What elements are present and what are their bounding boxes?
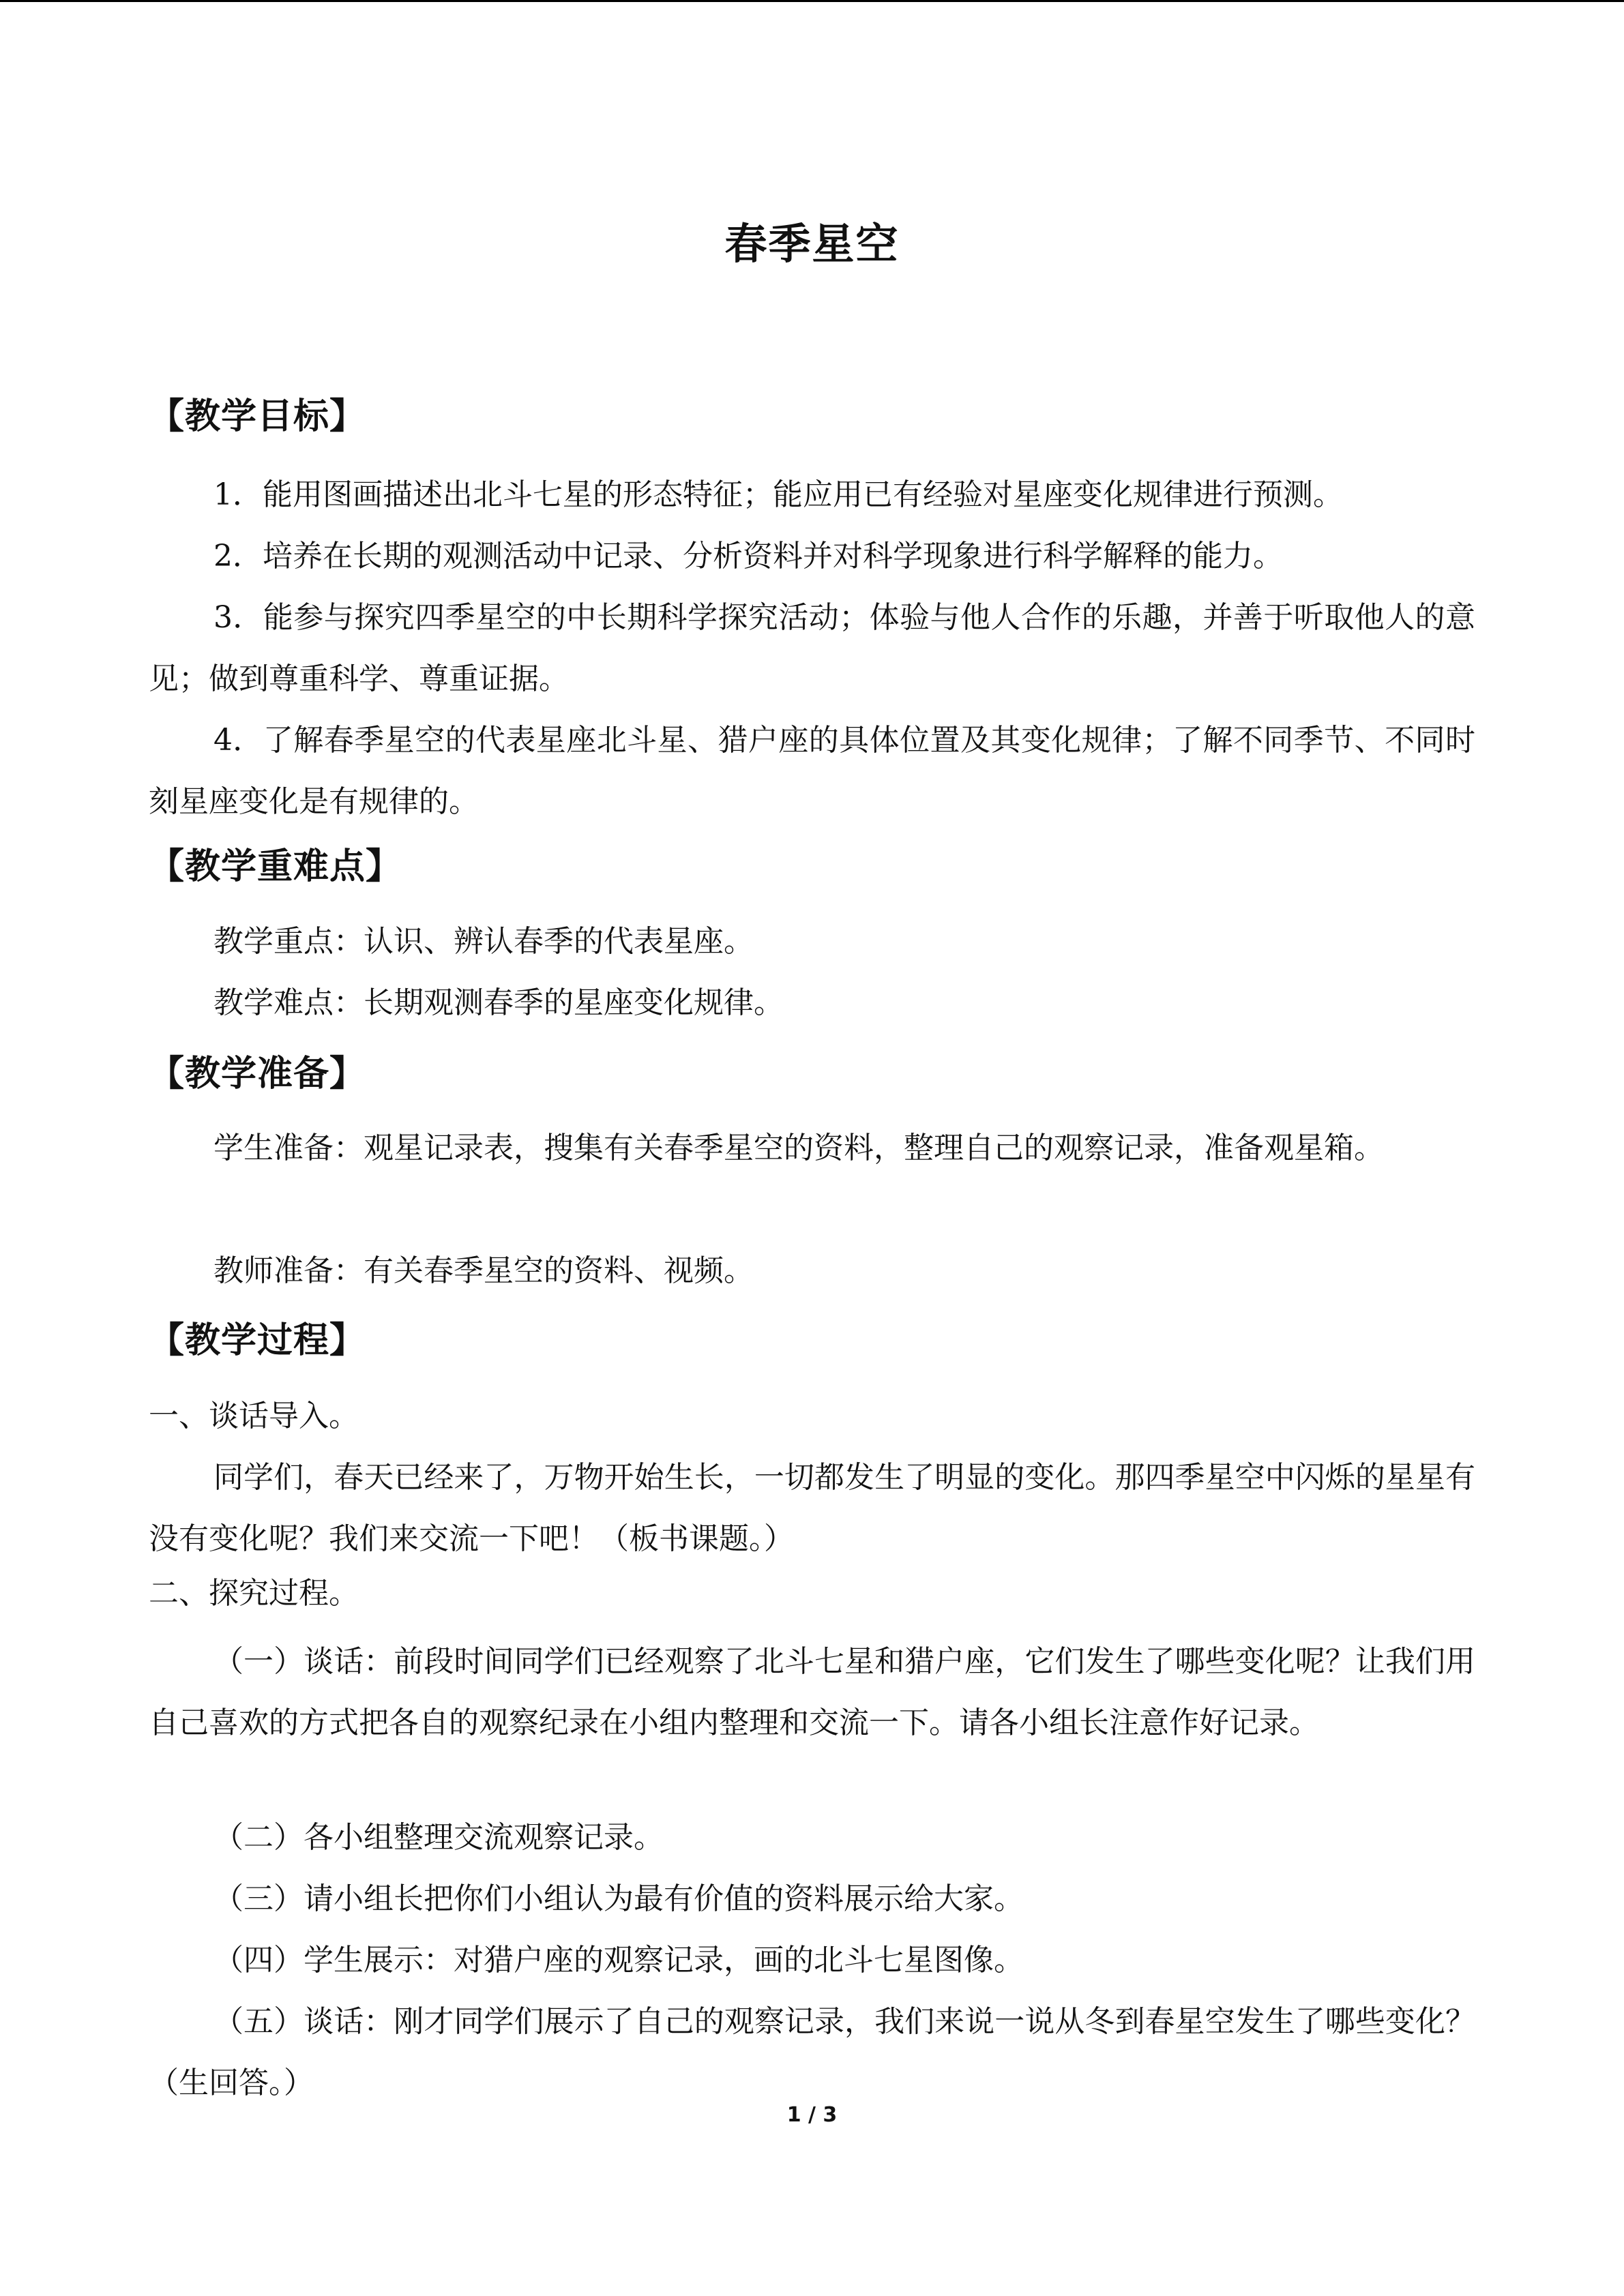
process-part1-text: 同学们，春天已经来了，万物开始生长，一切都发生了明显的变化。那四季星空中闪烁的星星有没有变化呢？我们来交流一下吧！（板书课题。）	[149, 1460, 1475, 1556]
objective-item-2: 2．培养在长期的观测活动中记录、分析资料并对科学现象进行科学解释的能力。	[213, 539, 1283, 573]
process-step-4: （四）学生展示：对猎户座的观察记录，画的北斗七星图像。	[213, 1943, 1024, 1978]
objective-item-1: 1．能用图画描述出北斗七星的形态特征；能应用已有经验对星座变化规律进行预测。	[213, 477, 1343, 512]
process-step-3: （三）请小组长把你们小组认为最有价值的资料展示给大家。	[213, 1881, 1024, 1916]
page-number: 1 / 3	[786, 2103, 838, 2127]
key-points-heading: 【教学重难点】	[149, 846, 402, 887]
key-point-focus: 教学重点：认识、辨认春季的代表星座。	[213, 924, 754, 959]
objective-item-3: 3．能参与探究四季星空的中长期科学探究活动；体验与他人合作的乐趣，并善于听取他人的意见；做到尊重科学、尊重证据。	[149, 600, 1475, 696]
objectives-heading: 【教学目标】	[149, 396, 366, 437]
preparation-teacher: 教师准备：有关春季星空的资料、视频。	[213, 1253, 754, 1288]
process-heading: 【教学过程】	[149, 1320, 366, 1361]
process-part1-title: 一、谈话导入。	[149, 1399, 359, 1433]
process-part2-title: 二、探究过程。	[149, 1576, 359, 1611]
process-step-5: （五）谈话：刚才同学们展示了自己的观察记录，我们来说一说从冬到春星空发生了哪些变化？（生回答。）	[149, 2004, 1475, 2100]
preparation-student: 学生准备：观星记录表，搜集有关春季星空的资料，整理自己的观察记录，准备观星箱。	[213, 1131, 1384, 1165]
process-step-1: （一）谈话：前段时间同学们已经观察了北斗七星和猎户座，它们发生了哪些变化呢？让我们用自己喜欢的方式把各自的观察纪录在小组内整理和交流一下。请各小组长注意作好记录。	[149, 1644, 1475, 1740]
top-border-line	[0, 0, 1624, 2]
preparation-heading: 【教学准备】	[149, 1053, 366, 1094]
key-point-difficulty: 教学难点：长期观测春季的星座变化规律。	[213, 985, 784, 1020]
process-step-2: （二）各小组整理交流观察记录。	[213, 1820, 664, 1855]
document-title: 春季星空	[724, 219, 900, 269]
objective-item-4: 4．了解春季星空的代表星座北斗星、猎户座的具体位置及其变化规律；了解不同季节、不同时刻星座变化是有规律的。	[149, 723, 1475, 819]
